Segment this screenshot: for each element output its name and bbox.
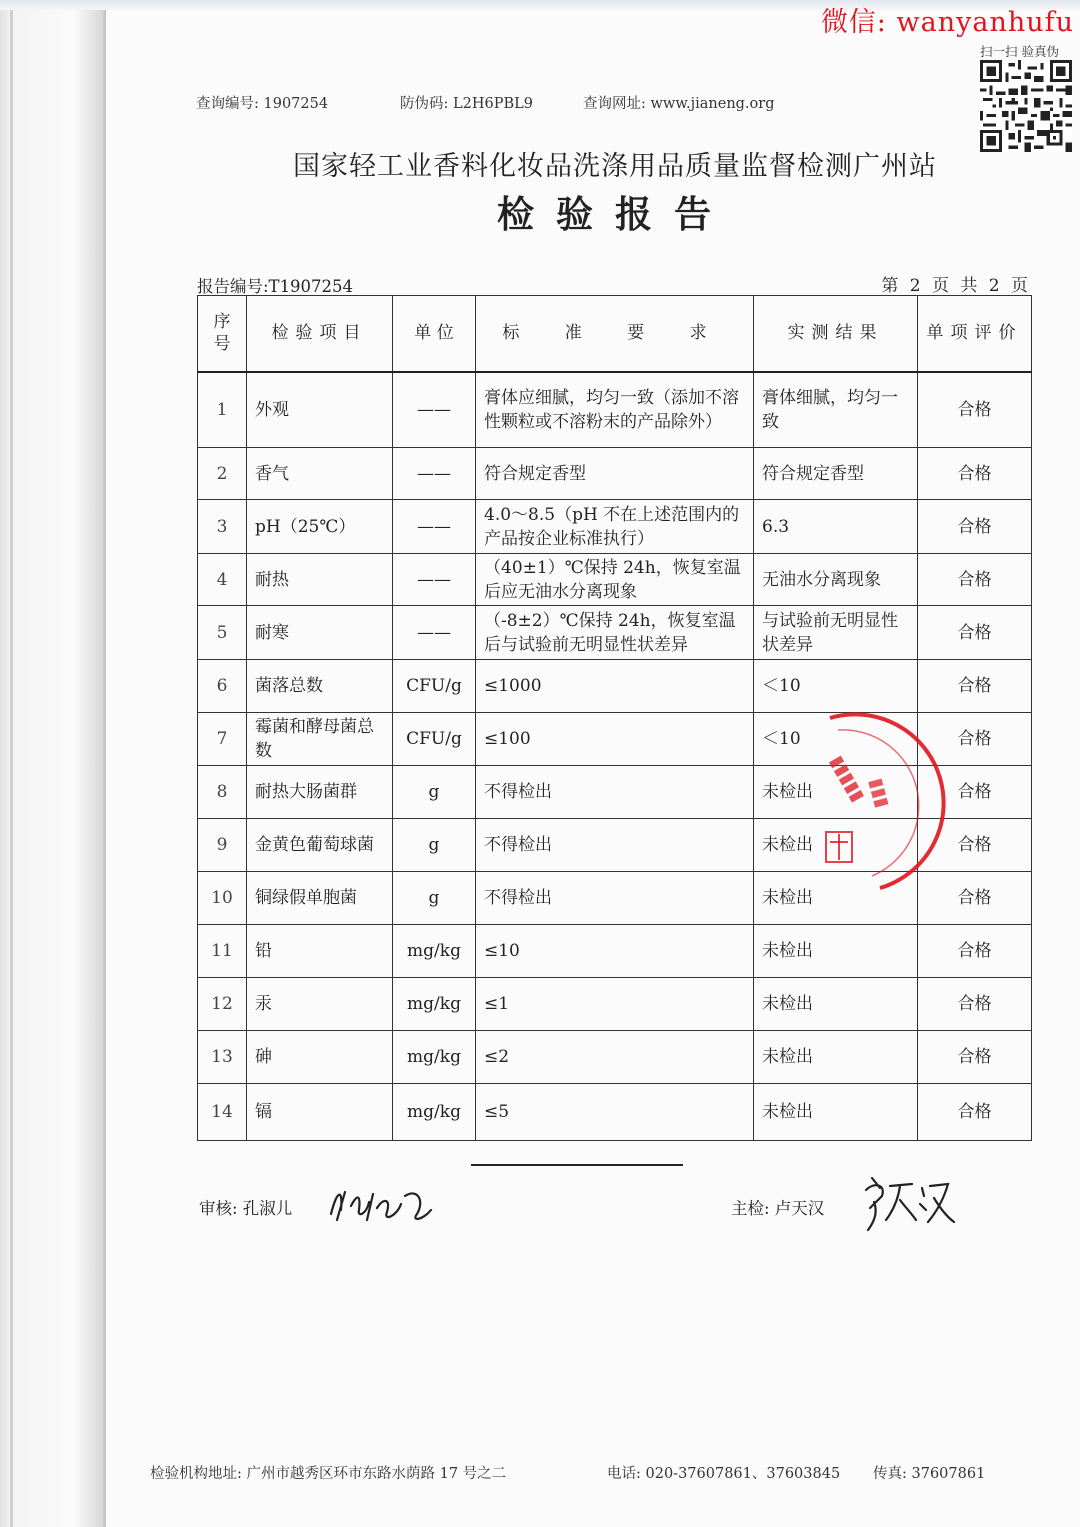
query-number: 查询编号: 1907254 [196, 96, 329, 112]
row-standard: 膏体应细腻，均匀一致（添加不溶性颗粒或不溶粉末的产品除外） [476, 372, 754, 448]
org-title: 国家轻工业香料化妆品洗涤用品质量监督检测广州站 [293, 151, 937, 182]
header-seq: 序号 [198, 296, 247, 372]
footer-phone: 电话: 020-37607861、37603845 [607, 1466, 841, 1482]
row-result: 未检出 [754, 872, 918, 925]
report-title: 检验报告 [497, 192, 733, 236]
row-item: 耐热大肠菌群 [247, 766, 393, 819]
row-standard: ≤5 [476, 1084, 754, 1141]
row-seq: 14 [198, 1084, 247, 1141]
footer-address: 检验机构地址: 广州市越秀区环市东路水荫路 17 号之二 [150, 1466, 507, 1482]
svg-text:▮▮▮: ▮▮▮ [865, 775, 894, 811]
row-item: 耐寒 [247, 606, 393, 660]
anti-fake-code: 防伪码: L2H6PBL9 [400, 96, 533, 112]
table-row [198, 372, 1032, 448]
header-eval: 单项评价 [918, 296, 1032, 372]
row-seq: 12 [198, 978, 247, 1031]
table-row [198, 554, 1032, 606]
row-unit: mg/kg [393, 925, 476, 978]
row-eval: 合格 [918, 819, 1032, 872]
reviewer-label: 审核: 孔淑儿 [199, 1199, 293, 1218]
row-seq: 6 [198, 660, 247, 713]
row-item: 耐热 [247, 554, 393, 606]
row-eval: 合格 [918, 872, 1032, 925]
row-standard: 4.0～8.5（pH 不在上述范围内的产品按企业标准执行） [476, 500, 754, 554]
row-item: 铅 [247, 925, 393, 978]
row-eval: 合格 [918, 766, 1032, 819]
table-header-row [198, 296, 1032, 372]
row-seq: 8 [198, 766, 247, 819]
row-item: 镉 [247, 1084, 393, 1141]
row-standard: 符合规定香型 [476, 448, 754, 500]
row-item: 香气 [247, 448, 393, 500]
row-standard: 不得检出 [476, 766, 754, 819]
header-standard: 标 准 要 求 [476, 296, 754, 372]
row-unit: g [393, 819, 476, 872]
row-result: 与试验前无明显性状差异 [754, 606, 918, 660]
header-unit: 单 位 [393, 296, 476, 372]
signature-divider [471, 1164, 683, 1166]
row-eval: 合格 [918, 606, 1032, 660]
table-row [198, 1031, 1032, 1084]
table-row [198, 1084, 1032, 1141]
row-unit: mg/kg [393, 1031, 476, 1084]
row-unit: —— [393, 606, 476, 660]
row-result: 未检出 [754, 1031, 918, 1084]
qr-label: 扫一扫 验真伪 [980, 44, 1059, 59]
inspector-label: 主检: 卢天汉 [731, 1199, 825, 1218]
row-result: 符合规定香型 [754, 448, 918, 500]
row-eval: 合格 [918, 713, 1032, 766]
row-item: 铜绿假单胞菌 [247, 872, 393, 925]
binding-edge [10, 0, 13, 1527]
watermark-text: 微信: wanyanhufu [820, 7, 1074, 38]
header-item: 检验项目 [247, 296, 393, 372]
row-seq: 10 [198, 872, 247, 925]
row-result: ＜10 [754, 713, 918, 766]
footer-fax: 传真: 37607861 [873, 1466, 986, 1482]
row-eval: 合格 [918, 1031, 1032, 1084]
row-item: 外观 [247, 372, 393, 448]
row-eval: 合格 [918, 1084, 1032, 1141]
row-item: 砷 [247, 1031, 393, 1084]
row-unit: CFU/g [393, 713, 476, 766]
row-result: 膏体细腻，均匀一致 [754, 372, 918, 448]
row-eval: 合格 [918, 448, 1032, 500]
row-eval: 合格 [918, 500, 1032, 554]
header-result: 实测结果 [754, 296, 918, 372]
row-eval: 合格 [918, 554, 1032, 606]
row-standard: ≤1000 [476, 660, 754, 713]
row-result: 无油水分离现象 [754, 554, 918, 606]
table-row [198, 925, 1032, 978]
row-seq: 1 [198, 372, 247, 448]
binding-spine [0, 0, 106, 1527]
row-result: 6.3 [754, 500, 918, 554]
row-seq: 2 [198, 448, 247, 500]
row-eval: 合格 [918, 978, 1032, 1031]
row-eval: 合格 [918, 925, 1032, 978]
inspector-signature [860, 1172, 956, 1234]
row-item: 金黄色葡萄球菌 [247, 819, 393, 872]
row-unit: CFU/g [393, 660, 476, 713]
row-seq: 11 [198, 925, 247, 978]
report-number: 报告编号:T1907254 [197, 277, 354, 296]
row-result: ＜10 [754, 660, 918, 713]
row-seq: 7 [198, 713, 247, 766]
row-seq: 13 [198, 1031, 247, 1084]
row-unit: g [393, 872, 476, 925]
row-seq: 3 [198, 500, 247, 554]
qr-code-icon[interactable] [980, 60, 1072, 152]
row-seq: 4 [198, 554, 247, 606]
official-seal [760, 700, 960, 900]
table-row [198, 978, 1032, 1031]
row-item: 菌落总数 [247, 660, 393, 713]
row-item: 霉菌和酵母菌总数 [247, 713, 393, 766]
row-seq: 5 [198, 606, 247, 660]
binding-fold [104, 0, 106, 1527]
row-eval: 合格 [918, 372, 1032, 448]
row-eval: 合格 [918, 660, 1032, 713]
row-unit: mg/kg [393, 1084, 476, 1141]
row-result: 未检出 [754, 1084, 918, 1141]
table-row [198, 500, 1032, 554]
row-item: pH（25℃） [247, 500, 393, 554]
row-standard: ≤100 [476, 713, 754, 766]
row-result: 未检出 [754, 819, 918, 872]
svg-text:▮▮▮▮▮: ▮▮▮▮▮ [825, 752, 869, 806]
row-standard: ≤2 [476, 1031, 754, 1084]
row-standard: 不得检出 [476, 872, 754, 925]
row-result: 未检出 [754, 766, 918, 819]
row-unit: —— [393, 500, 476, 554]
row-unit: —— [393, 372, 476, 448]
row-item: 汞 [247, 978, 393, 1031]
table-row [198, 606, 1032, 660]
row-unit: g [393, 766, 476, 819]
row-standard: （-8±2）℃保持 24h，恢复室温后与试验前无明显性状差异 [476, 606, 754, 660]
row-standard: ≤10 [476, 925, 754, 978]
row-unit: —— [393, 554, 476, 606]
row-standard: （40±1）℃保持 24h，恢复室温后应无油水分离现象 [476, 554, 754, 606]
row-seq: 9 [198, 819, 247, 872]
table-row [198, 448, 1032, 500]
row-standard: 不得检出 [476, 819, 754, 872]
row-result: 未检出 [754, 978, 918, 1031]
row-unit: mg/kg [393, 978, 476, 1031]
row-standard: ≤1 [476, 978, 754, 1031]
query-website: 查询网址: www.jianeng.org [583, 96, 775, 112]
row-result: 未检出 [754, 925, 918, 978]
reviewer-signature [327, 1180, 437, 1226]
row-unit: —— [393, 448, 476, 500]
page-indicator: 第 2 页 共 2 页 [881, 276, 1028, 296]
